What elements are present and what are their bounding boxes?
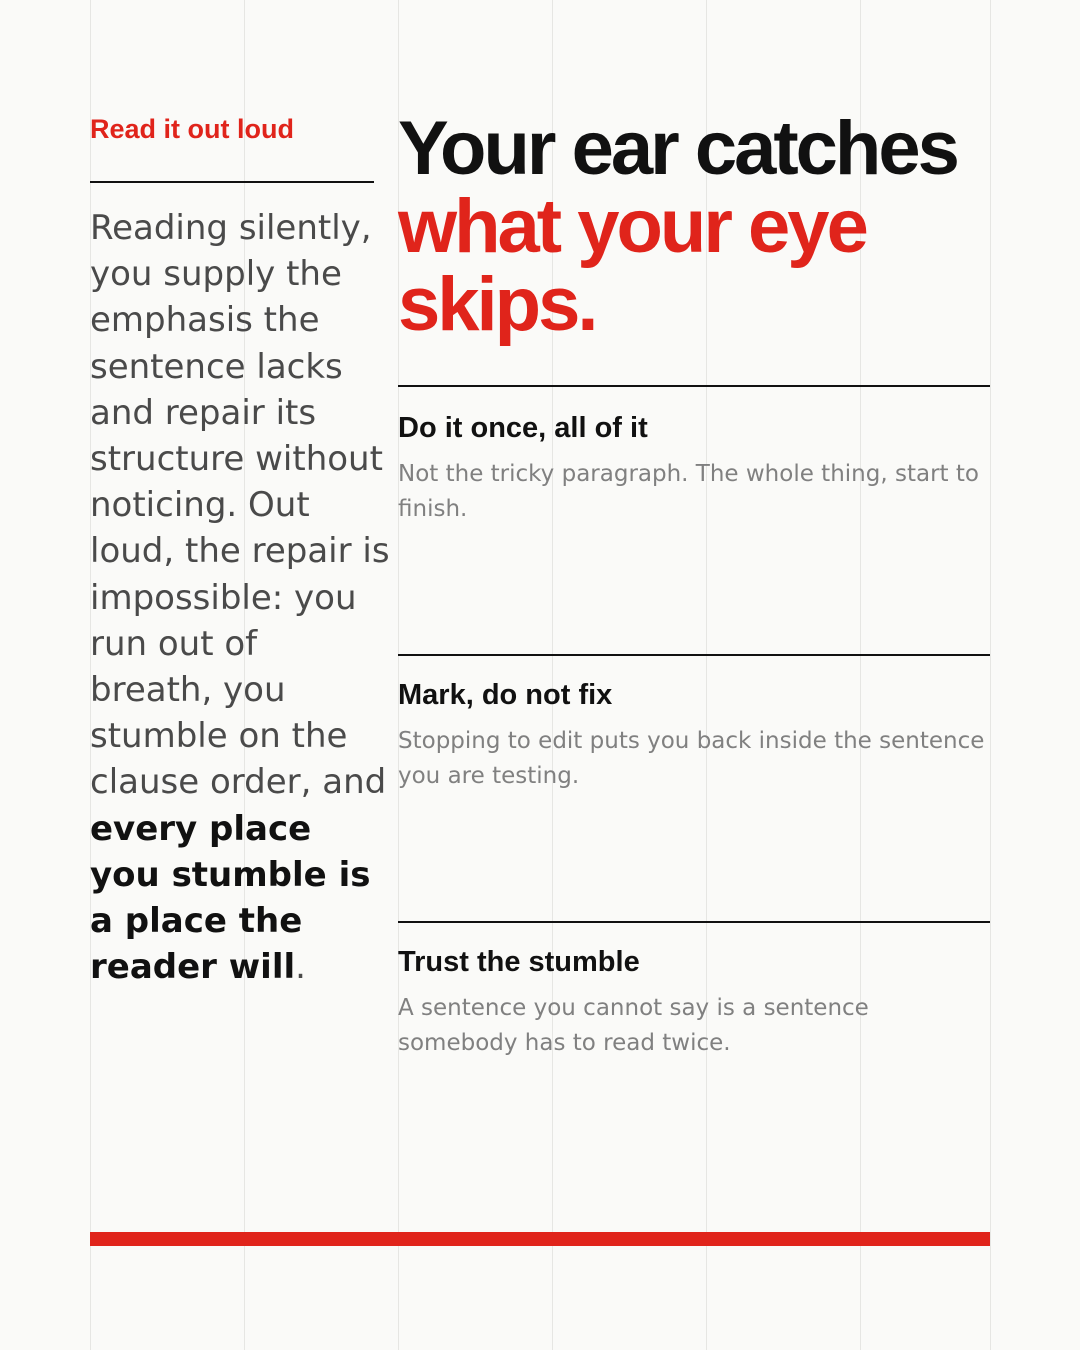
tip-title: Mark, do not fix bbox=[398, 679, 613, 711]
tip-text: A sentence you cannot say is a sentence somebody has to read twice. bbox=[398, 995, 869, 1056]
lead-end: . bbox=[295, 947, 306, 988]
tip-divider bbox=[398, 385, 990, 387]
tip-card bbox=[398, 410, 990, 527]
tip-card bbox=[398, 944, 990, 1061]
tip-text: Stopping to edit puts you back inside the sentence you are testing. bbox=[398, 728, 985, 789]
tip-divider bbox=[398, 921, 990, 923]
lead-emphasis: every place you stumble is a place the reader will bbox=[90, 808, 371, 988]
lead-paragraph bbox=[90, 205, 390, 990]
headline-accent: what your eye skips. bbox=[398, 184, 866, 347]
kicker-divider bbox=[90, 181, 374, 183]
lead-text: Reading silently, you supply the emphasis the sentence lacks and repair its structure without noticing. Out loud, the repair is impossible: you run out of breath, you stumble on the clause order, and bbox=[90, 208, 390, 803]
kicker-label: Read it out loud bbox=[90, 114, 294, 144]
tip-divider bbox=[398, 654, 990, 656]
tip-text: Not the tricky paragraph. The whole thing, start to finish. bbox=[398, 461, 979, 522]
accent-bar bbox=[90, 1232, 990, 1246]
tip-title: Trust the stumble bbox=[398, 946, 640, 978]
tip-title: Do it once, all of it bbox=[398, 412, 648, 444]
tip-card bbox=[398, 677, 990, 794]
headline bbox=[398, 106, 998, 347]
headline-line: Your ear catches bbox=[398, 106, 957, 191]
